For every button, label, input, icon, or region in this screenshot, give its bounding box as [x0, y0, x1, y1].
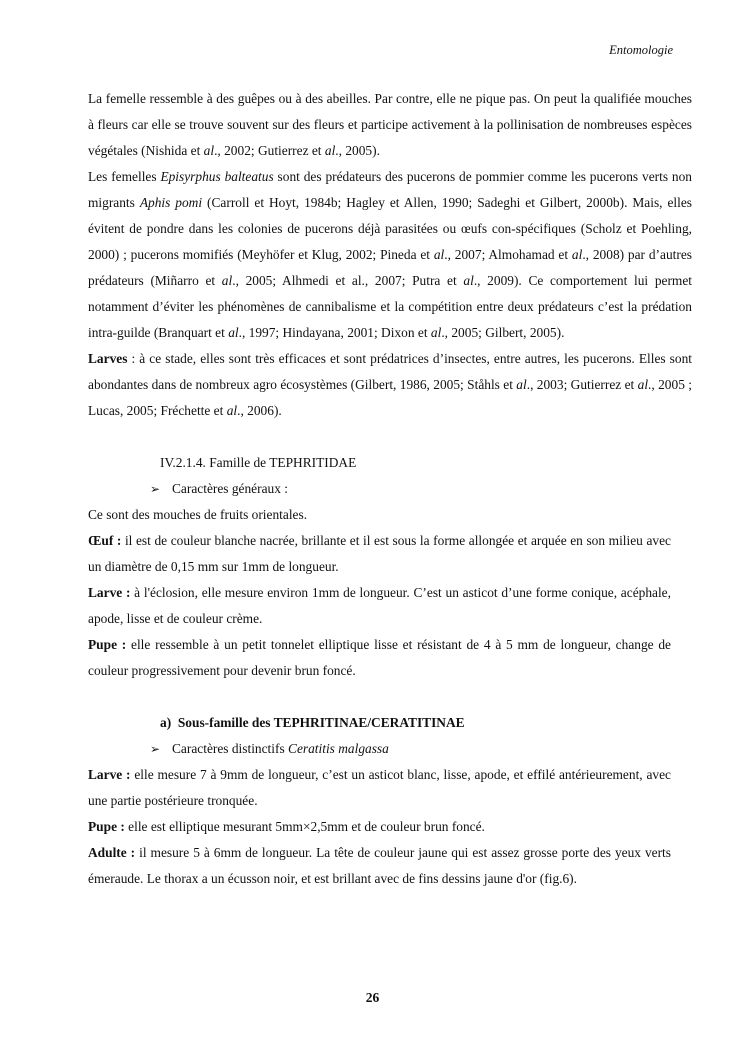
- paragraph-tephritidae-intro: Ce sont des mouches de fruits orientales.: [88, 507, 308, 522]
- paragraph-syrphidae-female: La femelle ressemble à des guêpes ou à des abeilles. Par contre, elle ne pique pas. On peut la qualifiée mouches à fleurs car elle se trouve souvent sur des fleurs et participe activement à la pollinisation de nombreuses espèces végétales (Nishida et al., 2002; Gutierrez et al., 2005).: [88, 91, 692, 158]
- paragraph-ceratitis-adulte: Adulte : il mesure 5 à 6mm de longueur. La tête de couleur jaune qui est assez grosse porte des yeux verts émeraude. Le thorax a un écusson noir, et est brillant avec de fins dessins jaune d'or (fig.6).: [88, 845, 671, 886]
- paragraph-pupe: Pupe : elle ressemble à un petit tonnelet elliptique lisse et résistant de 4 à 5 mm de longueur, change de couleur progressivement pour devenir brun foncé.: [88, 637, 671, 678]
- arrow-bullet-icon: ➢: [150, 742, 161, 756]
- paragraph-syrphidae-larves: Larves : à ce stade, elles sont très efficaces et sont prédatrices d’insectes, entre autres, les pucerons. Elles sont abondantes dans de nombreux agro écosystèmes (Gilbert, 1986, 2005; Ståhls et al., 2003; Gutierrez et al., 2005 ; Lucas, 2005; Fréchette et al., 2006).: [88, 351, 692, 418]
- subsection-heading-ceratitinae: a) Sous-famille des TEPHRITINAE/CERATITINAE: [160, 715, 465, 730]
- paragraph-episyrphus: Les femelles Episyrphus balteatus sont des prédateurs des pucerons de pommier comme les pucerons verts non migrants Aphis pomi (Carroll et Hoyt, 1984b; Hagley et Allen, 1990; Sadeghi et Gilbert, 2000b). Mais, elles évitent de pondre dans les colonies de pucerons déjà parasitées ou œufs con-spécifiques (Scholz et Poehling, 2000) ; pucerons momifiés (Meyhöfer et Klug, 2002; Pineda et al., 2007; Almohamad et al., 2008) par d’autres prédateurs (Miñarro et al., 2005; Alhmedi et al., 2007; Putra et al., 2009). Ce comportement lui permet notamment d’éviter les phénomènes de cannibalisme et la compétition entre deux prédateurs c’est la prédation intra-guilde (Branquart et al., 1997; Hindayana, 2001; Dixon et al., 2005; Gilbert, 2005).: [88, 169, 693, 340]
- bullet-general-characters: ➢ Caractères généraux :: [88, 476, 692, 502]
- paragraph-ceratitis-larve: Larve : elle mesure 7 à 9mm de longueur, c’est un asticot blanc, lisse, apode, et effilé antérieurement, avec une partie postérieure tronquée.: [88, 767, 671, 808]
- paragraph-ceratitis-pupe: Pupe : elle est elliptique mesurant 5mm×2,5mm et de couleur brun foncé.: [88, 819, 485, 834]
- bullet-distinctive-characters: ➢ Caractères distinctifs Ceratitis malgassa: [88, 736, 692, 762]
- page-number: 26: [365, 990, 380, 1005]
- running-header: Entomologie: [609, 43, 673, 57]
- spacer: [88, 424, 692, 450]
- paragraph-larve: Larve : à l'éclosion, elle mesure environ 1mm de longueur. C’est un asticot d’une forme conique, acéphale, apode, lisse et de couleur crème.: [88, 585, 671, 626]
- paragraph-oeuf: Œuf : il est de couleur blanche nacrée, brillante et il est sous la forme allongée et arquée en son milieu avec un diamètre de 0,15 mm sur 1mm de longueur.: [88, 533, 672, 574]
- page-body: [88, 86, 692, 892]
- section-heading-tephritidae: IV.2.1.4. Famille de TEPHRITIDAE: [160, 455, 357, 470]
- spacer: [88, 684, 692, 710]
- arrow-bullet-icon: ➢: [150, 482, 161, 496]
